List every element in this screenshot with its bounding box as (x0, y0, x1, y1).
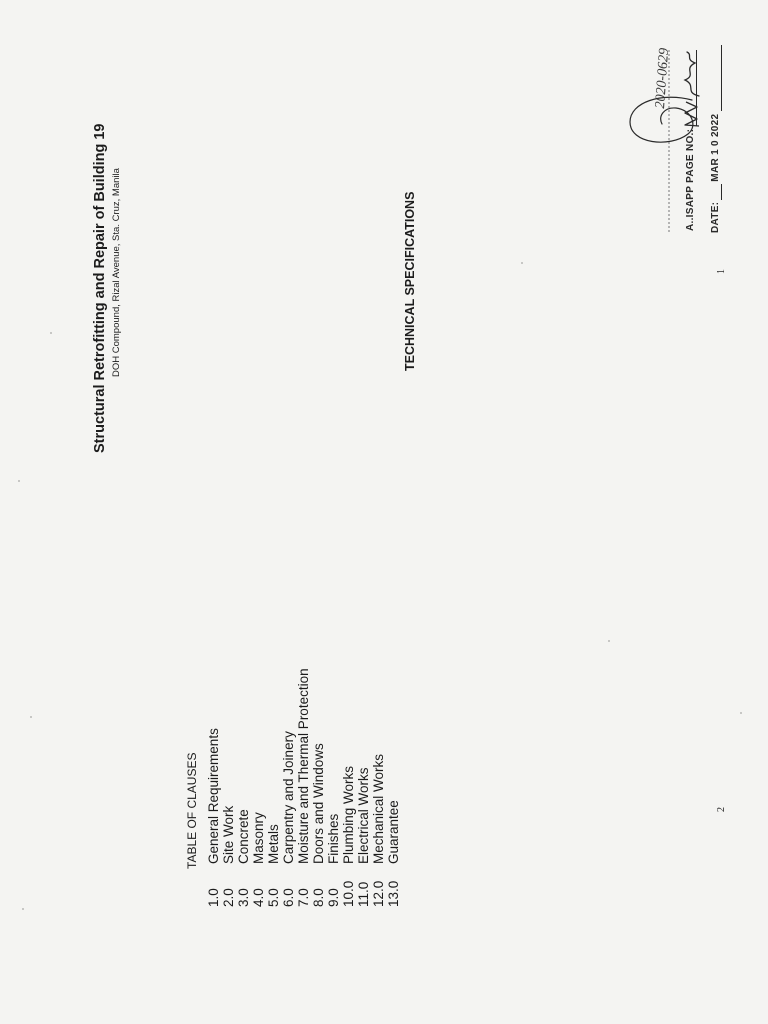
toc-item-number: 13.0 (386, 880, 401, 907)
toc-item (356, 637, 371, 907)
toc-item (296, 637, 311, 907)
toc-item (251, 637, 266, 907)
toc-item-label: Mechanical Works (371, 753, 386, 864)
toc-item-number: 8.0 (311, 888, 326, 907)
toc-item-label: Guarantee (386, 800, 401, 864)
scan-speck (50, 332, 52, 334)
signature-loop (630, 97, 693, 142)
toc-item (266, 637, 281, 907)
toc-item-label: Plumbing Works (341, 765, 356, 864)
toc-item (326, 637, 341, 907)
toc-item-label: Moisture and Thermal Protection (296, 668, 311, 864)
toc-item (386, 637, 401, 907)
scan-speck (740, 712, 742, 714)
document-subtitle: DOH Compound, Rizal Avenue, Sta. Cruz, Manila (111, 168, 122, 377)
stamp-date-label: DATE: (710, 201, 721, 233)
toc-item-label: General Requirements (206, 728, 221, 864)
stamp-date-value: MAR 1 0 2022 (710, 113, 721, 182)
toc-item-number: 6.0 (281, 888, 296, 907)
toc-item-label: Finishes (326, 813, 341, 864)
handwritten-signatures (600, 40, 740, 240)
toc-item (371, 637, 386, 907)
toc-item-number: 5.0 (266, 888, 281, 907)
toc-item-label: Masonry (251, 812, 266, 864)
toc-item (281, 637, 296, 907)
toc-item (206, 637, 221, 907)
toc-item-label: Doors and Windows (311, 743, 326, 864)
toc-item-number: 11.0 (356, 881, 371, 907)
page-mark-1: 1 (716, 269, 727, 274)
toc-item-number: 12.0 (371, 880, 386, 907)
section-heading: TECHNICAL SPECIFICATIONS (403, 191, 417, 371)
handwritten-reference: 2020-0629 (653, 47, 673, 110)
toc-list (206, 637, 401, 907)
toc-item-number: 3.0 (236, 888, 251, 907)
toc-item-number: 2.0 (221, 888, 236, 907)
toc-heading: TABLE OF CLAUSES (185, 752, 199, 869)
toc-item-number: 9.0 (326, 888, 341, 907)
toc-item-label: Electrical Works (356, 767, 371, 864)
scan-speck (18, 480, 20, 482)
page-mark-2: 2 (716, 807, 727, 812)
signature-initials (685, 102, 699, 126)
toc-item-number: 4.0 (251, 888, 266, 907)
stamp-page-label: A..ISAPP PAGE NO.: (685, 128, 696, 231)
toc-item-label: Carpentry and Joinery (281, 731, 296, 864)
toc-item (221, 637, 236, 907)
scan-speck (22, 908, 24, 910)
toc-item-label: Metals (266, 824, 281, 864)
signature-scribble (685, 52, 699, 96)
toc-item-label: Site Work (221, 805, 236, 864)
toc-item-label: Concrete (236, 809, 251, 864)
document-title: Structural Retrofitting and Repair of Building 19 (92, 123, 108, 453)
scan-speck (521, 262, 523, 264)
scan-speck (30, 716, 32, 718)
scan-speck (608, 640, 610, 642)
toc-item-number: 10.0 (341, 880, 356, 907)
toc-item (311, 637, 326, 907)
toc-item (341, 637, 356, 907)
toc-item-number: 1.0 (206, 888, 221, 907)
toc-item (236, 637, 251, 907)
toc-item-number: 7.0 (296, 888, 311, 907)
